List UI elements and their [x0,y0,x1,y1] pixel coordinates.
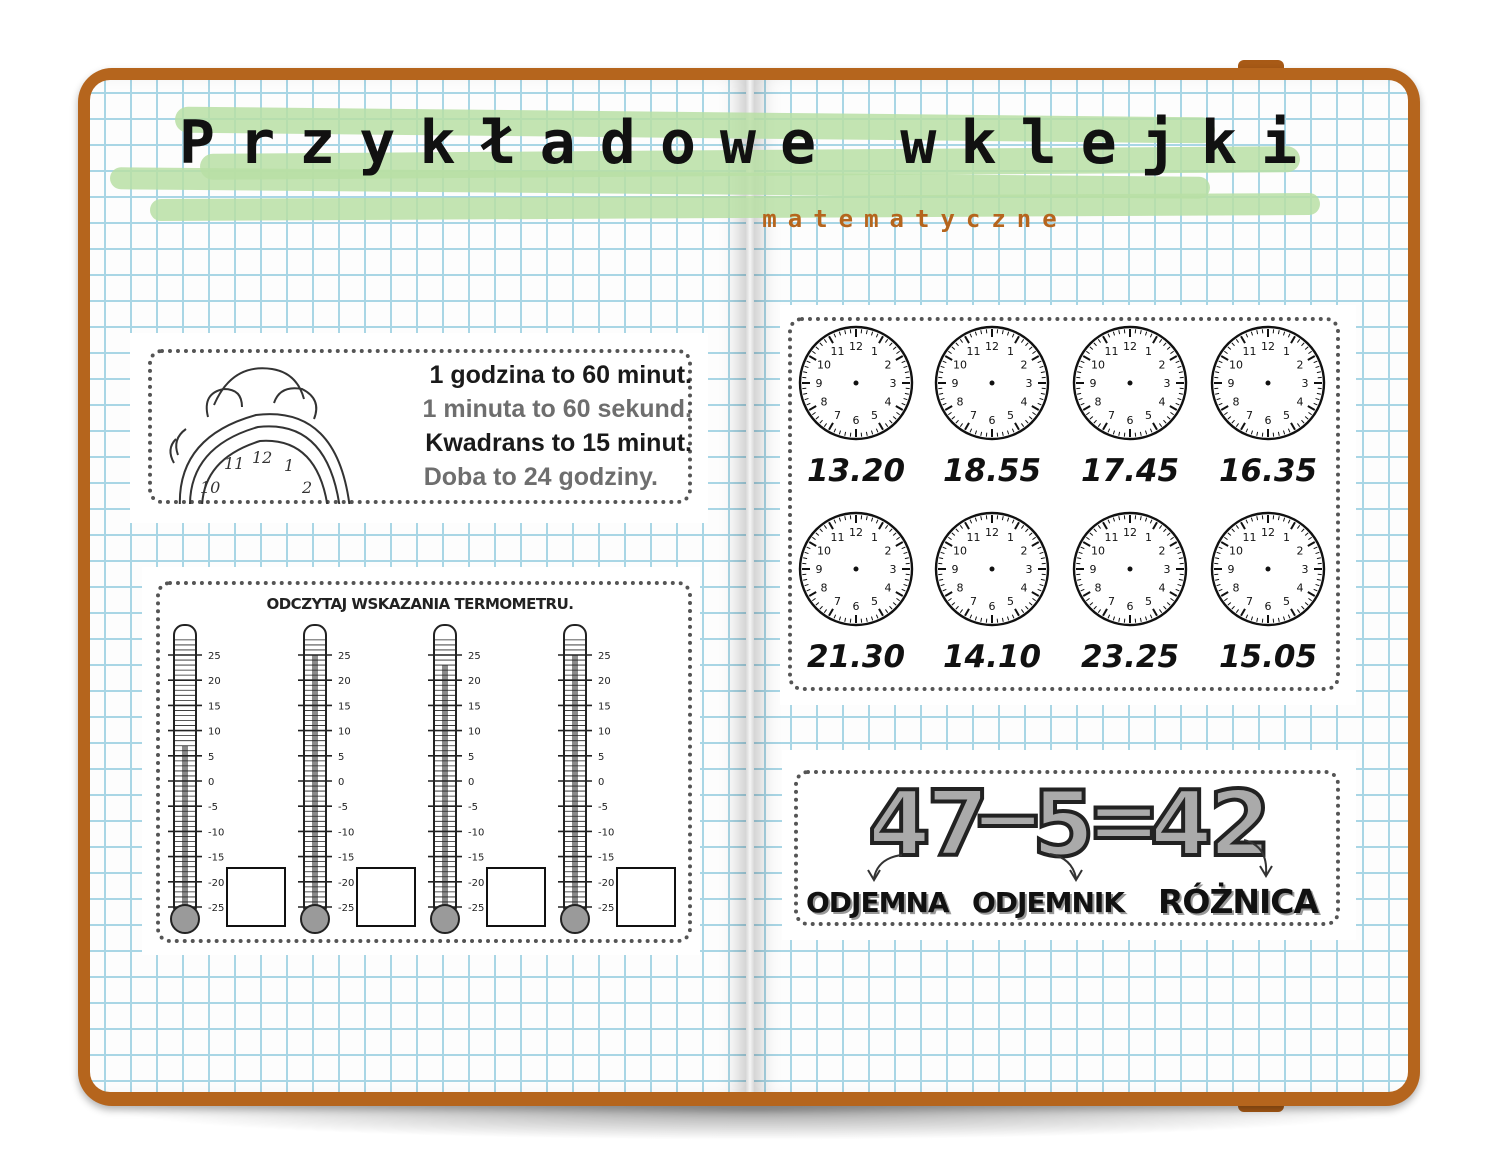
time-label: 16.35 [1218,453,1318,489]
scale-label: 0 [338,777,345,788]
dial-number: 10 [1090,544,1105,558]
dial-number: 6 [852,414,860,427]
scale-label: -10 [598,827,615,839]
dial-number: 8 [1094,581,1102,595]
minus-sign: − [970,766,1042,871]
scale-label: -15 [598,852,615,864]
scale-label: 20 [338,676,351,688]
clock-number: 11 [224,454,245,473]
dial-number: 2 [1020,358,1028,372]
time-facts-card [130,333,708,523]
dial-number: 4 [1296,581,1304,595]
dial-number: 5 [871,595,878,609]
difference-label: RÓŻNICA [1158,882,1319,921]
dial-number: 9 [951,377,959,390]
thermometer-title: ODCZYTAJ WSKAZANIA TERMOMETRU. [266,595,574,613]
dial-number: 11 [966,344,981,358]
dial-number: 4 [1158,395,1166,409]
dial-number: 1 [871,344,878,358]
answer-box[interactable] [486,867,546,927]
dial-number: 9 [1227,563,1235,576]
dial-number: 12 [849,340,863,353]
dial-number: 3 [1301,563,1309,576]
minuend-number: 47 [868,772,986,877]
dial-number: 6 [988,414,996,427]
dial-number: 6 [988,600,996,613]
thermometer-row [162,617,692,937]
time-label: 13.20 [806,453,906,489]
dial-number: 11 [1104,344,1119,358]
clock-face [1070,323,1190,443]
dial-number: 7 [1246,409,1253,423]
dial-number: 11 [1242,344,1257,358]
dial-number: 5 [1145,595,1152,609]
scale-label: 0 [468,777,475,788]
scale-label: -15 [338,852,355,864]
equals-sign: = [1086,768,1158,873]
dial-number: 2 [884,358,892,372]
clock-center [1266,567,1271,572]
scale-label: -5 [338,802,348,814]
dial-number: 11 [1104,530,1119,544]
scale-label: 5 [598,751,605,763]
dial-number: 7 [1108,409,1115,423]
clock-center [854,567,859,572]
scale-label: 10 [208,726,221,738]
page-title: Przykładowe wklejki [178,108,1322,178]
time-label: 17.45 [1080,453,1180,489]
clock-face [1208,509,1328,629]
dial-number: 12 [1261,340,1275,353]
dial-number: 1 [1007,344,1014,358]
page-subtitle: matematyczne [762,205,1068,233]
dial-number: 9 [815,563,823,576]
time-label: 18.55 [942,453,1042,489]
clock-face [932,323,1052,443]
dial-number: 1 [1007,530,1014,544]
dial-number: 5 [1283,409,1290,423]
thermometer-bulb [561,905,589,933]
dial-number: 11 [1242,530,1257,544]
dial-number: 9 [1089,377,1097,390]
dial-number: 10 [952,544,967,558]
dial-number: 3 [1163,377,1171,390]
dial-number: 9 [1227,377,1235,390]
clock-center [1128,567,1133,572]
scale-label: 25 [598,651,611,662]
clock-center [1266,381,1271,386]
clock-center [854,381,859,386]
scale-label: 20 [208,676,221,688]
scale-label: 5 [208,751,215,763]
thermometer-bulb [171,905,199,933]
dial-number: 12 [1123,340,1137,353]
dial-number: 8 [1232,581,1240,595]
clock-number: 1 [284,456,295,475]
dial-number: 10 [1228,544,1243,558]
dial-number: 3 [1163,563,1171,576]
dial-number: 4 [1020,581,1028,595]
dial-number: 1 [1283,530,1290,544]
dial-number: 7 [970,595,977,609]
fact-line: Doba to 24 godziny. [423,463,658,491]
dial-number: 8 [1094,395,1102,409]
difference-number: 42 [1150,772,1268,877]
dial-number: 8 [820,395,828,409]
dial-number: 5 [1007,409,1014,423]
dial-number: 12 [849,526,863,539]
scale-label: -10 [338,827,355,839]
dial-number: 6 [1126,600,1134,613]
dial-number: 1 [1145,530,1152,544]
thermometer-card [142,567,700,955]
scale-label: -25 [468,903,485,914]
thermometer-bulb [431,905,459,933]
dial-number: 5 [1007,595,1014,609]
answer-box[interactable] [226,867,286,927]
scale-label: -15 [468,852,485,864]
dial-number: 4 [884,395,892,409]
dial-number: 2 [884,544,892,558]
subtraction-card [782,750,1356,940]
scale-label: -25 [338,903,355,914]
scale-label: -20 [598,877,615,889]
dial-number: 6 [1264,414,1272,427]
time-label: 21.30 [806,639,906,675]
scale-label: 10 [598,726,611,738]
dial-number: 8 [956,581,964,595]
scale-label: -20 [338,877,355,889]
dial-number: 3 [1301,377,1309,390]
dial-number: 12 [985,526,999,539]
scale-label: -25 [598,903,615,914]
scale-label: 20 [468,676,481,688]
subtrahend-number: 5 [1032,772,1091,877]
dial-number: 7 [970,409,977,423]
dial-number: 12 [1123,526,1137,539]
dial-number: 2 [1020,544,1028,558]
dial-number: 10 [1228,358,1243,372]
dial-number: 8 [956,395,964,409]
scale-label: 15 [598,701,611,713]
dial-number: 5 [1283,595,1290,609]
dial-number: 11 [830,530,845,544]
dial-number: 9 [1089,563,1097,576]
dial-number: 10 [1090,358,1105,372]
dial-number: 4 [1296,395,1304,409]
scale-label: 10 [468,726,481,738]
thermometer-bulb [301,905,329,933]
scale-label: 0 [598,777,605,788]
dial-number: 5 [871,409,878,423]
clock-center [1128,381,1133,386]
scale-label: -20 [468,877,485,889]
dial-number: 3 [1025,563,1033,576]
scale-label: -25 [208,903,225,914]
dial-number: 7 [1108,595,1115,609]
time-label: 15.05 [1218,639,1318,675]
dial-number: 10 [816,358,831,372]
alarm-clock-icon [162,359,362,504]
scale-label: -10 [208,827,225,839]
dial-number: 7 [834,595,841,609]
scale-label: -5 [598,802,608,814]
dial-number: 7 [834,409,841,423]
scale-label: 20 [598,676,611,688]
dial-number: 1 [871,530,878,544]
subtrahend-label: ODJEMNIK [972,886,1125,919]
dial-number: 6 [852,600,860,613]
dial-number: 11 [966,530,981,544]
clock-face [1208,323,1328,443]
clock-number: 12 [252,448,273,467]
clock-face [932,509,1052,629]
scale-label: 25 [208,651,221,662]
dial-number: 4 [1020,395,1028,409]
clock-grid [780,305,1356,705]
clock-face [796,509,916,629]
time-label: 14.10 [942,639,1042,675]
time-label: 23.25 [1080,639,1180,675]
clock-number: 10 [200,478,221,497]
dial-number: 3 [889,563,897,576]
dial-number: 2 [1296,544,1304,558]
dial-number: 12 [1261,526,1275,539]
dial-number: 7 [1246,595,1253,609]
scale-label: 25 [468,651,481,662]
scale-label: 15 [338,701,351,713]
dial-number: 8 [820,581,828,595]
dial-number: 8 [1232,395,1240,409]
scale-label: 0 [208,777,215,788]
dial-number: 4 [884,581,892,595]
clocks-card [780,305,1356,705]
dial-number: 12 [985,340,999,353]
dial-number: 3 [1025,377,1033,390]
scale-label: -5 [208,802,218,814]
dial-number: 1 [1145,344,1152,358]
dial-number: 4 [1158,581,1166,595]
scale-label: 15 [208,701,221,713]
answer-box[interactable] [616,867,676,927]
fact-line: 1 minuta to 60 sekund. [422,395,692,423]
clock-face [796,323,916,443]
scale-label: 15 [468,701,481,713]
dial-number: 1 [1283,344,1290,358]
minuend-label: ODJEMNA [806,886,949,919]
dial-number: 9 [815,377,823,390]
dial-number: 10 [952,358,967,372]
clock-center [990,567,995,572]
dial-number: 3 [889,377,897,390]
scale-label: 10 [338,726,351,738]
dial-number: 11 [830,344,845,358]
answer-box[interactable] [356,867,416,927]
scale-label: -5 [468,802,478,814]
scale-label: -10 [468,827,485,839]
dial-number: 9 [951,563,959,576]
scale-label: 5 [468,751,475,763]
dial-number: 6 [1126,414,1134,427]
dial-number: 6 [1264,600,1272,613]
dial-number: 10 [816,544,831,558]
scale-label: 25 [338,651,351,662]
fact-line: Kwadrans to 15 minut. [425,429,692,457]
clock-face [1070,509,1190,629]
scale-label: -20 [208,877,225,889]
fact-line: 1 godzina to 60 minut. [429,361,692,389]
clock-number: 2 [302,478,313,497]
dial-number: 2 [1296,358,1304,372]
clock-center [990,381,995,386]
scale-label: 5 [338,751,345,763]
scale-label: -15 [208,852,225,864]
dial-number: 2 [1158,544,1166,558]
dial-number: 5 [1145,409,1152,423]
dial-number: 2 [1158,358,1166,372]
